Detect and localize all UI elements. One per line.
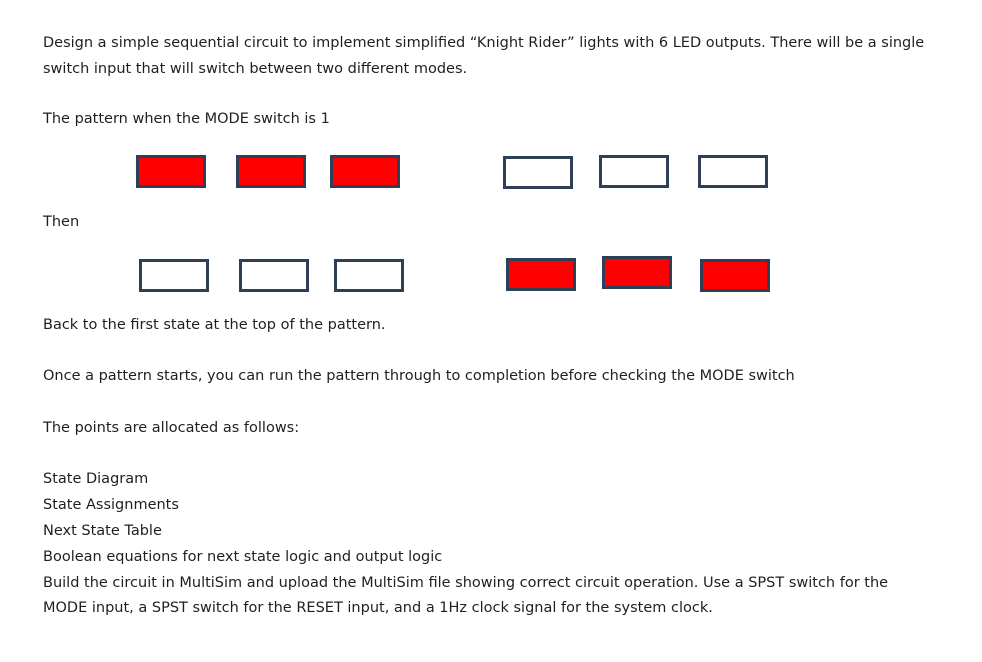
led-3: [334, 259, 404, 292]
led-3: [330, 155, 400, 188]
list-item: State Diagram: [43, 471, 149, 487]
led-2: [239, 259, 309, 292]
once-text: Once a pattern starts, you can run the pattern through to completion before checking the MODE switch: [43, 368, 795, 384]
then-label: Then: [43, 214, 80, 230]
led-4: [506, 258, 576, 291]
pattern-heading: The pattern when the MODE switch is 1: [43, 111, 330, 127]
led-1: [136, 155, 206, 188]
list-item: Boolean equations for next state logic and output logic: [43, 549, 443, 565]
build-line-1: Build the circuit in MultiSim and upload the MultiSim file showing correct circuit operation. Use a SPST switch for the: [43, 575, 889, 591]
intro-line-1: Design a simple sequential circuit to implement simplified “Knight Rider” lights with 6 LED outputs. There will be a single: [43, 35, 925, 51]
list-item: Next State Table: [43, 523, 162, 539]
points-heading: The points are allocated as follows:: [43, 420, 300, 436]
list-item: State Assignments: [43, 497, 179, 513]
led-6: [698, 155, 768, 188]
led-5: [599, 155, 669, 188]
led-4: [503, 156, 573, 189]
led-2: [236, 155, 306, 188]
led-5: [602, 256, 672, 289]
intro-line-2: switch input that will switch between two different modes.: [43, 61, 468, 77]
build-line-2: MODE input, a SPST switch for the RESET input, and a 1Hz clock signal for the system clock.: [43, 600, 713, 616]
led-6: [700, 259, 770, 292]
led-1: [139, 259, 209, 292]
back-text: Back to the first state at the top of the pattern.: [43, 317, 386, 333]
